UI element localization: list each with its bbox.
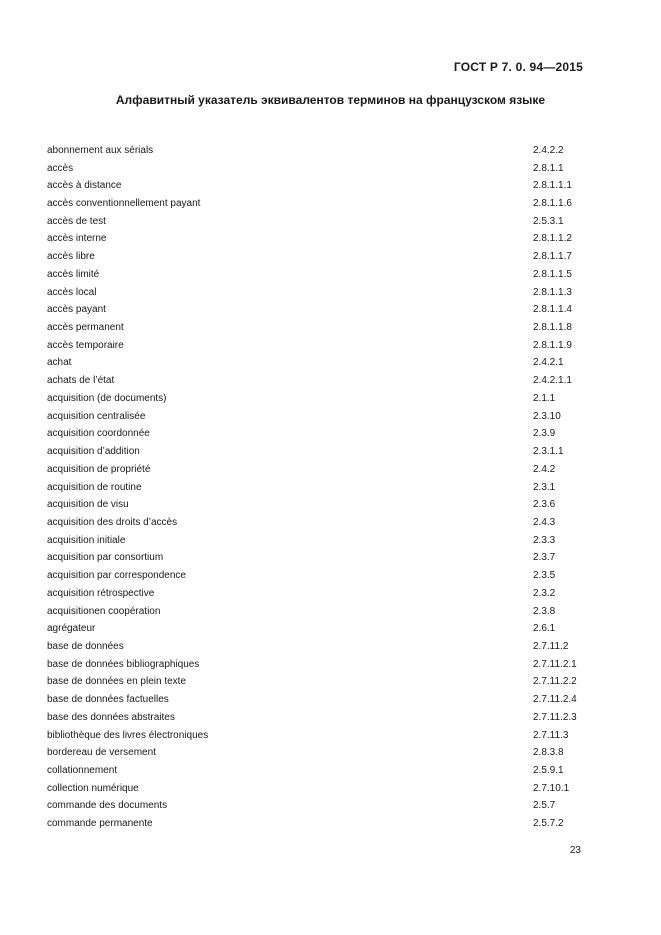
entry-reference: 2.7.11.2.1 <box>533 658 577 670</box>
index-entry <box>47 284 587 302</box>
index-entry <box>47 408 587 426</box>
index-entry <box>47 160 587 178</box>
entry-reference: 2.5.9.1 <box>533 765 564 777</box>
entry-term: base des données abstraites <box>47 711 175 723</box>
standard-code: ГОСТ Р 7. 0. 94—2015 <box>453 60 583 74</box>
entry-reference: 2.7.10.1 <box>533 782 570 794</box>
index-entry <box>47 479 587 497</box>
entry-term: accès local <box>47 286 97 298</box>
entry-term: collationnement <box>47 765 118 777</box>
entry-reference: 2.4.2 <box>533 463 556 475</box>
entry-reference: 2.7.11.2.3 <box>533 711 577 723</box>
index-entry <box>47 195 587 213</box>
entry-term: acquisition initiale <box>47 534 126 546</box>
entry-reference: 2.3.5 <box>533 570 556 582</box>
entry-reference: 2.8.1.1.7 <box>533 251 572 263</box>
entry-term: acquisition de visu <box>47 499 129 511</box>
index-entry <box>47 550 587 568</box>
index-entry <box>47 691 587 709</box>
entry-reference: 2.8.1.1 <box>533 162 564 174</box>
entry-term: accès à distance <box>47 180 122 192</box>
index-entry <box>47 780 587 798</box>
entry-reference: 2.4.2.2 <box>533 144 564 156</box>
index-entry <box>47 372 587 390</box>
entry-term: acquisition centralisée <box>47 410 146 422</box>
index-entry <box>47 567 587 585</box>
entry-reference: 2.4.2.1.1 <box>533 375 572 387</box>
entry-reference: 2.7.11.3 <box>533 729 569 741</box>
entry-term: base de données <box>47 640 124 652</box>
index-entry <box>47 620 587 638</box>
index-entry <box>47 231 587 249</box>
entry-term: agrégateur <box>47 623 96 635</box>
entry-term: achat <box>47 357 72 369</box>
entry-term: base de données en plein texte <box>47 676 186 688</box>
entry-reference: 2.3.7 <box>533 552 556 564</box>
entry-reference: 2.8.1.1.1 <box>533 180 572 192</box>
entry-reference: 2.5.7.2 <box>533 818 564 830</box>
index-entry <box>47 815 587 833</box>
entry-term: commande permanente <box>47 818 153 830</box>
index-entry <box>47 762 587 780</box>
entry-reference: 2.8.3.8 <box>533 747 564 759</box>
index-entry <box>47 248 587 266</box>
entry-reference: 2.8.1.1.8 <box>533 322 572 334</box>
entry-term: accès <box>47 162 74 174</box>
entry-reference: 2.7.11.2 <box>533 640 569 652</box>
index-entry <box>47 496 587 514</box>
index-entry <box>47 390 587 408</box>
entry-term: accès temporaire <box>47 339 124 351</box>
entry-reference: 2.3.3 <box>533 534 556 546</box>
entry-reference: 2.4.2.1 <box>533 357 564 369</box>
entry-reference: 2.3.1.1 <box>533 446 564 458</box>
entry-reference: 2.6.1 <box>533 623 556 635</box>
entry-term: abonnement aux sérials <box>47 144 154 156</box>
entry-reference: 2.7.11.2.2 <box>533 676 577 688</box>
entry-term: collection numérique <box>47 782 139 794</box>
entry-reference: 2.8.1.1.9 <box>533 339 572 351</box>
entry-reference: 2.1.1 <box>533 392 556 404</box>
entry-term: acquisition coordonnée <box>47 428 150 440</box>
entry-term: accès interne <box>47 233 107 245</box>
entry-term: acquisitionen coopération <box>47 605 161 617</box>
index-entry <box>47 798 587 816</box>
entry-term: commande des documents <box>47 800 168 812</box>
entry-term: acquisition par consortium <box>47 552 164 564</box>
index-entry <box>47 656 587 674</box>
entry-reference: 2.3.2 <box>533 587 556 599</box>
index-entry <box>47 585 587 603</box>
entry-reference: 2.5.3.1 <box>533 215 564 227</box>
entry-reference: 2.8.1.1.4 <box>533 304 572 316</box>
entry-reference: 2.3.8 <box>533 605 556 617</box>
index-entry <box>47 266 587 284</box>
entry-term: bordereau de versement <box>47 747 156 759</box>
entry-reference: 2.3.1 <box>533 481 556 493</box>
entry-reference: 2.8.1.1.2 <box>533 233 572 245</box>
index-title: Алфавитный указатель эквивалентов терминов на французском языке <box>115 93 546 107</box>
entry-term: accès permanent <box>47 322 124 334</box>
index-entry <box>47 514 587 532</box>
entry-reference: 2.8.1.1.3 <box>533 286 572 298</box>
index-entry <box>47 355 587 373</box>
entry-reference: 2.8.1.1.5 <box>533 268 572 280</box>
index-entry <box>47 426 587 444</box>
entry-reference: 2.5.7 <box>533 800 556 812</box>
entry-term: base de données factuelles <box>47 694 169 706</box>
index-entry <box>47 213 587 231</box>
index-entry <box>47 603 587 621</box>
index-entries <box>47 142 587 833</box>
index-entry <box>47 674 587 692</box>
entry-reference: 2.3.6 <box>533 499 556 511</box>
entry-term: acquisition rétrospective <box>47 587 155 599</box>
index-entry <box>47 319 587 337</box>
entry-term: acquisition de routine <box>47 481 142 493</box>
entry-term: accès limité <box>47 268 100 280</box>
entry-term: accès libre <box>47 251 95 263</box>
index-entry <box>47 532 587 550</box>
index-entry <box>47 461 587 479</box>
index-entry <box>47 177 587 195</box>
entry-term: accès conventionnellement payant <box>47 198 201 210</box>
entry-term: achats de l’état <box>47 375 115 387</box>
index-entry <box>47 744 587 762</box>
entry-term: accès de test <box>47 215 106 227</box>
entry-term: acquisition des droits d’accès <box>47 516 178 528</box>
entry-term: bibliothèque des livres électroniques <box>47 729 209 741</box>
index-entry <box>47 727 587 745</box>
entry-reference: 2.3.9 <box>533 428 556 440</box>
entry-term: acquisition (de documents) <box>47 392 167 404</box>
entry-term: acquisition par correspondence <box>47 570 186 582</box>
index-entry <box>47 709 587 727</box>
entry-reference: 2.3.10 <box>533 410 561 422</box>
entry-reference: 2.8.1.1.6 <box>533 198 572 210</box>
index-entry <box>47 142 587 160</box>
index-entry <box>47 337 587 355</box>
index-entry <box>47 638 587 656</box>
index-entry <box>47 443 587 461</box>
entry-term: base de données bibliographiques <box>47 658 200 670</box>
page-number: 23 <box>569 845 581 856</box>
index-entry <box>47 301 587 319</box>
entry-reference: 2.4.3 <box>533 516 556 528</box>
entry-reference: 2.7.11.2.4 <box>533 694 577 706</box>
entry-term: acquisition d’addition <box>47 446 140 458</box>
entry-term: accès payant <box>47 304 106 316</box>
entry-term: acquisition de propriété <box>47 463 151 475</box>
